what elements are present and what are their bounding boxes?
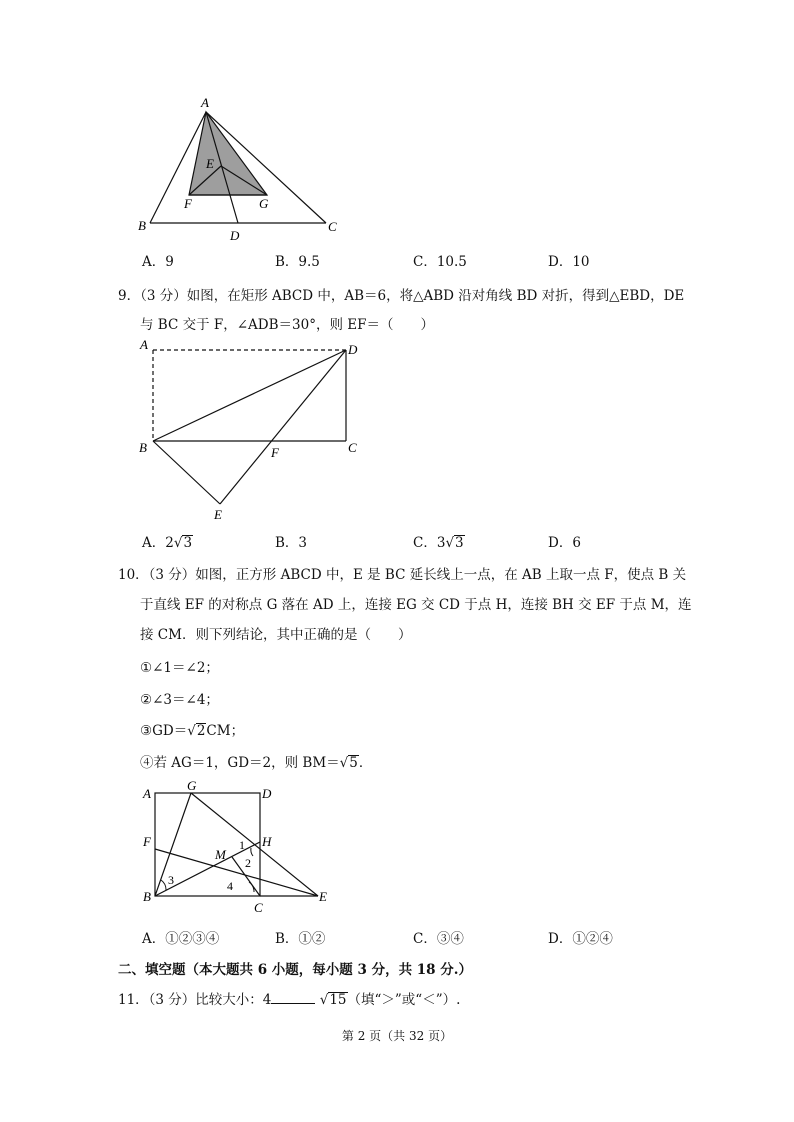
label-e: E <box>319 889 327 904</box>
q9-option-c-prefix: C． <box>413 535 437 551</box>
label-d: D <box>230 228 240 243</box>
angle-arc-1-2 <box>251 848 253 856</box>
label-c: C <box>254 900 263 915</box>
label-d: D <box>262 786 272 801</box>
sqrt-sign: √ <box>445 535 455 551</box>
segment-de <box>220 350 346 504</box>
q10-option-a[interactable]: A．①②③④ <box>142 931 220 947</box>
shaded-triangle-aef-g <box>189 112 267 195</box>
q9-option-a-coef: 2 <box>165 535 174 551</box>
label-f: F <box>143 834 151 849</box>
label-a: A <box>140 337 148 352</box>
label-e: E <box>206 156 214 171</box>
q10-s3-post: CM； <box>206 723 245 739</box>
section-heading-fill-in: 二、填空题（本大题共 6 小题，每小题 3 分，共 18 分.） <box>118 962 472 978</box>
label-e: E <box>214 507 222 522</box>
q10-option-c[interactable]: C．③④ <box>413 931 464 947</box>
q10-stem-line1: 10．（3 分）如图，正方形 ABCD 中，E 是 BC 延长线上一点，在 AB 上取一点 F，使点 B 关 <box>118 567 687 583</box>
sqrt-sign: √ <box>315 992 329 1008</box>
q8-option-b[interactable]: B．9.5 <box>275 254 320 270</box>
q9-stem-line2: 与 BC 交于 F，∠ADB＝30°，则 EF＝（ ） <box>140 317 434 333</box>
angle-label-3: 3 <box>168 873 174 887</box>
label-c: C <box>328 219 337 234</box>
label-b: B <box>139 440 147 455</box>
q8-option-d[interactable]: D．10 <box>548 254 590 270</box>
figure-q10 <box>135 778 345 918</box>
q9-option-a[interactable] <box>142 531 193 551</box>
label-b: B <box>138 218 146 233</box>
q9-option-c-coef: 3 <box>436 535 446 551</box>
segment-fe <box>155 849 318 896</box>
q11-radicand: 15 <box>329 992 347 1008</box>
label-f: F <box>271 445 279 460</box>
figure-q8 <box>130 92 350 252</box>
q9-option-b[interactable]: B．3 <box>275 535 308 551</box>
sqrt-sign: √ <box>339 755 349 771</box>
angle-arc-3 <box>161 880 166 890</box>
label-b: B <box>143 889 151 904</box>
q10-s3-radicand: 2 <box>196 723 206 739</box>
q8-option-a[interactable]: A．9 <box>142 254 174 270</box>
q9-option-c-radicand: 3 <box>455 535 464 551</box>
q9-stem-line1: 9．（3 分）如图，在矩形 ABCD 中，AB＝6，将△ABD 沿对角线 BD 对折，得到△EBD，DE <box>118 288 685 304</box>
q10-statement-4 <box>140 751 372 771</box>
label-a: A <box>201 95 209 110</box>
sqrt-sign: √ <box>187 723 196 739</box>
page-footer: 第 2 页（共 32 页） <box>341 1029 453 1043</box>
q10-statement-2: ②∠3＝∠4； <box>140 692 219 708</box>
q10-statement-1: ①∠1＝∠2； <box>140 660 219 676</box>
label-m: M <box>215 847 226 862</box>
figure-q9 <box>130 330 380 525</box>
q11-answer-blank[interactable] <box>271 991 315 1004</box>
q11-post: （填“＞”或“＜”）. <box>347 992 461 1008</box>
q8-option-c[interactable]: C．10.5 <box>413 254 467 270</box>
angle-label-2: 2 <box>245 856 251 870</box>
q10-option-d[interactable]: D．①②④ <box>548 931 613 947</box>
q11-pre: 11．（3 分）比较大小：4 <box>118 992 272 1008</box>
q10-s4-radicand: 5 <box>349 755 358 771</box>
q10-stem-line2: 于直线 EF 的对称点 G 落在 AD 上，连接 EG 交 CD 于点 H，连接 BH 交 EF 于点 M，连 <box>140 597 692 613</box>
label-h: H <box>262 834 272 849</box>
q10-option-b[interactable]: B．①② <box>275 931 326 947</box>
segment-bd <box>153 350 346 441</box>
q9-option-a-radicand: 3 <box>183 535 193 551</box>
label-f: F <box>184 196 192 211</box>
label-g: G <box>259 196 269 211</box>
angle-label-1: 1 <box>239 838 245 852</box>
q10-statement-3 <box>140 719 244 739</box>
segment-be <box>153 441 220 504</box>
q11-stem <box>118 988 460 1008</box>
sqrt-sign: √ <box>173 535 183 551</box>
q9-option-c[interactable] <box>413 531 465 551</box>
q9-option-d[interactable]: D．6 <box>548 535 581 551</box>
angle-label-4: 4 <box>227 879 233 893</box>
q10-s4-pre: ④若 AG＝1，GD＝2，则 BM＝ <box>140 755 340 771</box>
label-c: C <box>348 440 357 455</box>
q10-s3-pre: ③GD＝ <box>140 723 188 739</box>
q10-stem-line3: 接 CM．则下列结论，其中正确的是（ ） <box>140 627 412 643</box>
q9-option-a-prefix: A． <box>142 535 166 551</box>
label-a: A <box>143 786 151 801</box>
q10-s4-post: ． <box>358 755 373 771</box>
label-d: D <box>348 342 358 357</box>
label-g: G <box>187 778 197 793</box>
